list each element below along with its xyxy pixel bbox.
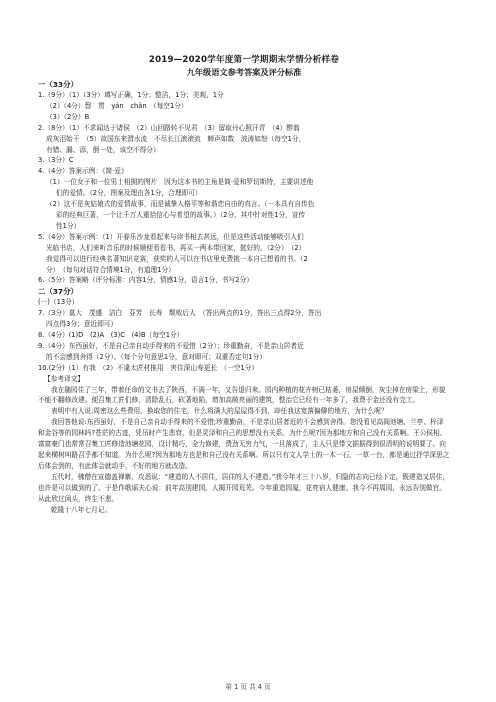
answer-line: 7.（3分）莫大 茂盛 洁白 芬芳 长寿 颓败后人 （答出两点的1分，答出三点得2分，答出 — [38, 309, 322, 318]
answer-line: 分） （每句对话符合情境1分，有道理1分） — [46, 265, 175, 274]
page-number: 第 1 页 共 4 页 — [225, 683, 271, 691]
section-heading-two: 二（37分） — [38, 287, 78, 297]
section-heading-one: 一（33分） — [38, 80, 78, 89]
answer-line: 9.（4分）东西虽好，不是自己亲自动手得来的不爱惜（2分）；珍重勤奋，不是亲山居者近 — [38, 341, 304, 350]
translation-paragraph: 乾隆十八年七月记。 — [51, 505, 112, 514]
answer-line: 彩的经典巨著，一个让千万人重拾信心与希望的故事。）（2分，其中针对性1分，宣传 — [56, 210, 306, 219]
answer-line: （2）这不是灰姑娘式的爱情故事，而是诚挚人格平等和谐恋自由的真言。（一本具有自传色 — [46, 200, 315, 209]
answer-line: 有错、漏、添，倒一处，该空不得分） — [46, 145, 160, 154]
document-subtitle: 九年级语文参考答案及评分标准 — [186, 67, 302, 77]
answer-line: 的不会感到舍得（2分）。（每个分句意思1分，意对即可；双重否定句1分） — [46, 352, 267, 361]
translation-paragraph: 我回答他说:东西虽好，不是自己亲自动手得来的不爱惜;珍重勤奋，不是亲山居者近的不会感到舍得。您没看见高阁池塘、兰亭、梓泽和金谷等的园林吗?苍茫的古迹，凭吊时产生悲衰，但是灵泽和自己的思想没有关系。为什么呢?因为那地方和自己没有关系啊。王公侯相、富富豪门也常常召集工匠修造池塘花园，设计精巧，全力修建，费劲无穷力气，一旦落成了，主人只是带文据据得到很清明的说明要了。向起来横树叫路召乎都不知道。为什么呢?因为那地方也是和自己没有关系啊。所以只有文人学士的一木一石，一草一台，都是通过抒学深思之后体会到的，有此体会就动手，不好的地方就改造。 — [38, 418, 450, 470]
answer-line: 6.（5分）答案略（评分标准：内容1分，情感1分，语言1分，书写2分） — [38, 276, 253, 285]
answer-line: 四点得3分；意近即可） — [46, 320, 118, 329]
answer-line: 10.(2分)（1）有我 （2）不違太匠材推用 害住深山寿更长 （一空1分） — [38, 363, 259, 372]
answer-line: 我觉得可以进行经典名著知识竞赛，获奖的人可以在书店里免费挑一本自己想看的书。（2 — [46, 254, 308, 263]
answer-line: 4.（4分）答案示例：《简·爱》 — [38, 167, 128, 176]
answer-line: 2.（8分）（1）不求闻达于诸侯 （2）山回路转不见君 （3）留取丹心照汗青 （4）醉翁 — [38, 123, 300, 132]
answer-line: （1）一位女子和一位男士相拥的图片 因为这本书的主角是简·爱和罗切斯特，主要讲述他 — [46, 178, 314, 187]
answer-line: 3.（3分）C — [38, 156, 74, 165]
translation-label: 【参考译文】 — [44, 374, 85, 383]
document-title: 2019—2020学年度第一学期期末学情分析样卷 — [148, 55, 340, 65]
answer-line: 8.（4分）(1)D (2)A (3)C (4)B（每空1分） — [38, 331, 184, 340]
answer-line: （3）（2分）B — [46, 112, 90, 121]
answer-line: 5.（4分）答案示例：（1）开春乐沙龙看起来与读书相去甚远，但是这些活动能够吸引人们 — [38, 232, 304, 241]
translation-paragraph: 五代时，佛僧在宣德盖禅寨，攻悉说：“建造的人不居住，居住的人不建造。”我今年才三十八岁，归隐的志向已经下定，既建造又居住，也许是可以做到的了。于是作歌谣夫心说：前年高别建园，人揭开园荒芜。今年重造园厦，花亮宿人健康。我今不再周园，永远告别做官。从此欣过闲头，终生不悲。 — [38, 472, 450, 503]
answer-line: （2）（4分）磬 贯 yán chǎn （每空1分） — [46, 101, 188, 110]
translation-paragraph: 我在随园住了三年，带着任命的文书去了陕西，不满一年，又告退归来。园内种植的花卉树已枯萎，房屋倾倒，灰尘掉在房梁上，形貌不能不翻修改建。便召集工匠们修，清除乱石，砍著地陷，增加高敞亮丽的建筑，整治它已经有一年多了，我费于金还没有完工。 — [38, 385, 446, 405]
translation-paragraph: 表明中有人说:周密这么些费用，换取您的住宅，什么将满大的屋屋得不到，却任我这宽落偏僻的地方，为什么呢？ — [51, 407, 388, 416]
subsection-heading: (一)（13分） — [38, 298, 79, 307]
answer-line: 光临书店，人们来听音乐的时候顺便看看书，再买一两本带回家，挺好的。（2分） （2） — [46, 243, 306, 252]
answer-line: 性1分） — [56, 221, 81, 230]
answer-line: 成灰泪始干 （5）故国东来渭水流 不尽长江滚滚流 蝉声如数 波涛如怒（每空1分， — [46, 134, 306, 143]
answer-line: 1.（9分）（1）（3分）填写正确，1分；整洁，1分；美观，1分 — [38, 91, 224, 99]
answer-line: 们的爱情。（2分，图案及理由各1分，合理即可） — [56, 189, 202, 198]
